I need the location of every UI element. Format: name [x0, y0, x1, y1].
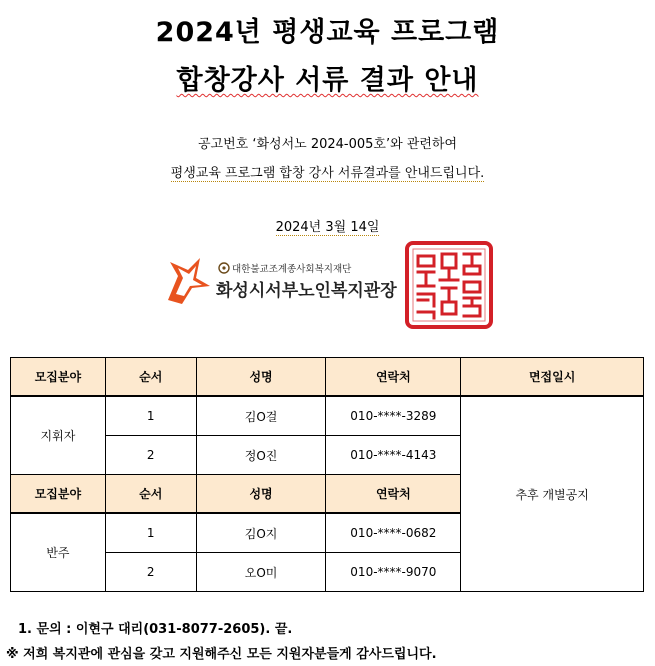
name-cell: 김O걸: [196, 396, 326, 436]
order-cell: 2: [105, 553, 196, 592]
document-title-line1: 2024년 평생교육 프로그램: [155, 17, 500, 48]
notice-date: [0, 216, 655, 235]
welfare-center-logo: [166, 256, 411, 306]
header-field: 모집분야: [11, 358, 106, 397]
name-cell: 오O미: [196, 553, 326, 592]
document-title-line2: [0, 58, 655, 97]
subheader-name: 성명: [196, 475, 326, 514]
header-name: 성명: [196, 358, 326, 397]
order-cell: 1: [105, 513, 196, 553]
table-header-row: [11, 358, 644, 397]
subheader-order: 순서: [105, 475, 196, 514]
name-cell: 김O지: [196, 513, 326, 553]
header-interview: 면접일시: [461, 358, 644, 397]
results-table: [10, 357, 644, 592]
thanks-line: ※ 저희 복지관에 관심을 갖고 지원해주신 모든 지원자분들게 감사드립니다.: [6, 647, 437, 662]
field-cell: 지휘자: [11, 396, 106, 475]
official-seal-stamp: [404, 240, 494, 330]
header-contact: 연락처: [326, 358, 461, 397]
header-order: 순서: [105, 358, 196, 397]
contact-cell: 010-****-4143: [326, 436, 461, 475]
contact-cell: 010-****-3289: [326, 396, 461, 436]
notice-date-text: 2024년 3월 14일: [275, 220, 380, 235]
logo-name-text: 화성시서부노인복지관장: [216, 281, 397, 301]
notice-line2: [0, 162, 655, 181]
dharma-wheel-icon: [219, 263, 229, 273]
field-cell: 반주: [11, 513, 106, 592]
logo-foundation-text: 대한불교조계종사회복지재단: [232, 264, 352, 275]
contact-cell: 010-****-0682: [326, 513, 461, 553]
inquiry-line: 1. 문의 : 이현구 대리(031-8077-2605). 끝.: [18, 622, 293, 637]
notice-line2-text: 평생교육 프로그램 합창 강사 서류결과를 안내드립니다.: [170, 166, 485, 181]
star-logo-icon: [168, 258, 210, 304]
notice-line1: 공고번호 ‘화성서노 2024-005호’와 관련하여: [197, 137, 458, 152]
interview-note-cell: 추후 개별공지: [461, 396, 644, 592]
table-row: [11, 396, 644, 436]
contact-cell: 010-****-9070: [326, 553, 461, 592]
title-line2-text: 합창강사 서류 결과 안내: [176, 65, 479, 96]
name-cell: 정O진: [196, 436, 326, 475]
subheader-field: 모집분야: [11, 475, 106, 514]
order-cell: 2: [105, 436, 196, 475]
subheader-contact: 연락처: [326, 475, 461, 514]
order-cell: 1: [105, 396, 196, 436]
